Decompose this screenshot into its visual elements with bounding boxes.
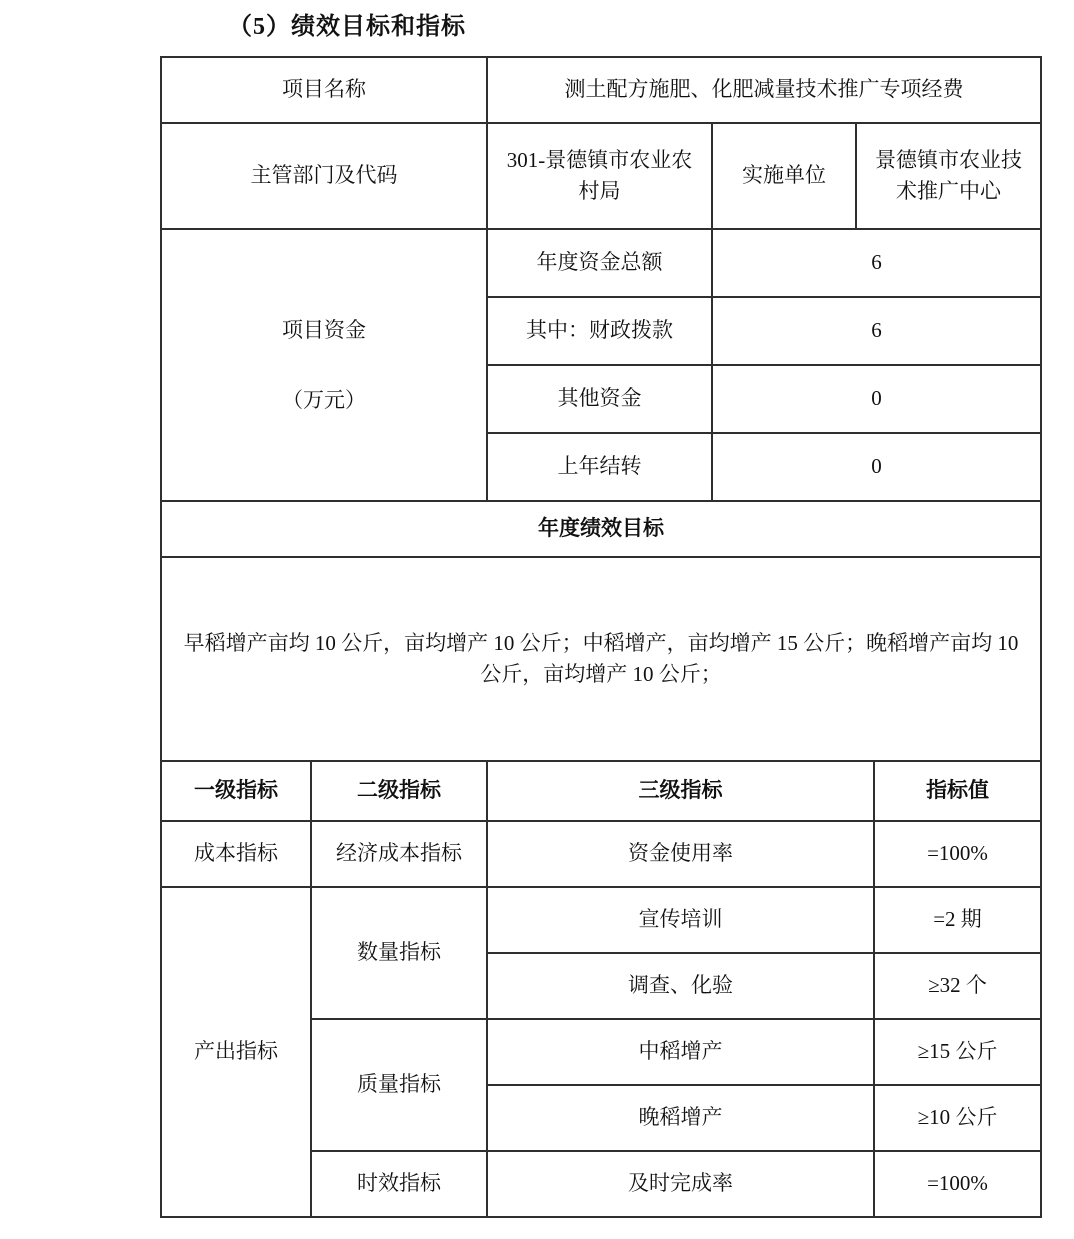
indicator-header-level3: 三级指标 — [487, 761, 874, 821]
indicator-row-training — [161, 887, 1041, 953]
indicator-row-cost — [161, 821, 1041, 887]
annual-goal-text: 早稻增产亩均 10 公斤，亩均增产 10 公斤；中稻增产，亩均增产 15 公斤；晚稻增产亩均 10 公斤，亩均增产 10 公斤； — [161, 557, 1041, 761]
project-funds-label-line1: 项目资金 — [282, 317, 366, 342]
indicator-value-completion: =100% — [874, 1151, 1041, 1217]
indicator-level1-output: 产出指标 — [161, 887, 311, 1217]
funds-other-label: 其他资金 — [487, 365, 712, 433]
department-row — [161, 123, 1041, 229]
indicator-level2-economic-cost: 经济成本指标 — [311, 821, 487, 887]
project-name-label: 项目名称 — [161, 57, 487, 123]
indicator-level3-late-rice: 晚稻增产 — [487, 1085, 874, 1151]
indicator-level3-mid-rice: 中稻增产 — [487, 1019, 874, 1085]
indicator-value-fund-usage: =100% — [874, 821, 1041, 887]
indicator-header-row — [161, 761, 1041, 821]
funds-total-label: 年度资金总额 — [487, 229, 712, 297]
section-title: （5）绩效目标和指标 — [228, 14, 466, 40]
indicator-level1-cost: 成本指标 — [161, 821, 311, 887]
project-funds-label-line2: （万元） — [282, 388, 366, 413]
annual-goal-text-row — [161, 557, 1041, 761]
indicator-level2-quality: 质量指标 — [311, 1019, 487, 1151]
indicator-level2-timeliness: 时效指标 — [311, 1151, 487, 1217]
indicator-level3-training: 宣传培训 — [487, 887, 874, 953]
project-name-value: 测土配方施肥、化肥减量技术推广专项经费 — [487, 57, 1041, 123]
department-label: 主管部门及代码 — [161, 123, 487, 229]
indicator-header-value: 指标值 — [874, 761, 1041, 821]
indicator-value-training: =2 期 — [874, 887, 1041, 953]
indicator-level3-survey: 调查、化验 — [487, 953, 874, 1019]
funds-fiscal-label: 其中：财政拨款 — [487, 297, 712, 365]
indicator-header-level2: 二级指标 — [311, 761, 487, 821]
indicator-header-level1: 一级指标 — [161, 761, 311, 821]
funds-other-value: 0 — [712, 365, 1041, 433]
project-funds-label — [161, 229, 487, 501]
project-name-row — [161, 57, 1041, 123]
department-code-value: 301-景德镇市农业农村局 — [487, 123, 712, 229]
indicator-level3-fund-usage: 资金使用率 — [487, 821, 874, 887]
indicator-level2-quantity: 数量指标 — [311, 887, 487, 1019]
funds-carryover-value: 0 — [712, 433, 1041, 501]
indicator-value-survey: ≥32 个 — [874, 953, 1041, 1019]
annual-goal-header: 年度绩效目标 — [161, 501, 1041, 557]
funds-fiscal-value: 6 — [712, 297, 1041, 365]
funds-total-value: 6 — [712, 229, 1041, 297]
indicator-value-late-rice: ≥10 公斤 — [874, 1085, 1041, 1151]
implementing-unit-value: 景德镇市农业技术推广中心 — [856, 123, 1041, 229]
indicator-level3-completion: 及时完成率 — [487, 1151, 874, 1217]
funds-carryover-label: 上年结转 — [487, 433, 712, 501]
performance-target-table — [160, 56, 1042, 1218]
indicator-value-mid-rice: ≥15 公斤 — [874, 1019, 1041, 1085]
implementing-unit-label: 实施单位 — [712, 123, 856, 229]
funds-row-total — [161, 229, 1041, 297]
annual-goal-header-row — [161, 501, 1041, 557]
